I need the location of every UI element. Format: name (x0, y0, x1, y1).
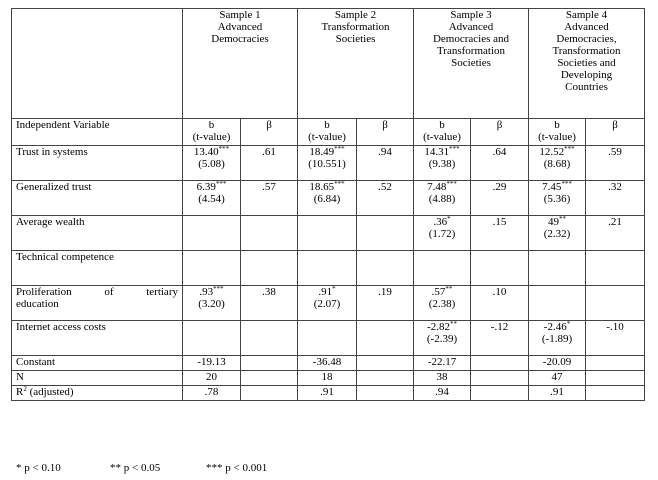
row-label: $R^2$ (adjusted) (12, 386, 183, 401)
value-cell: -20.09 (529, 356, 586, 371)
beta-cell: .61 (241, 146, 298, 181)
significance-footnote (16, 462, 267, 474)
footnote-p001: *** p < 0.001 (206, 462, 268, 474)
value-cell: 47 (529, 371, 586, 386)
beta-cell: -.12 (471, 321, 529, 356)
beta-cell (586, 286, 645, 321)
beta-cell (241, 216, 298, 251)
table-row-proliferation-tertiary-education (12, 286, 645, 321)
beta-cell: .15 (471, 216, 529, 251)
coef-cell (529, 251, 586, 286)
table-row-constant (12, 356, 645, 371)
corner-cell (12, 9, 183, 119)
beta-cell: .59 (586, 146, 645, 181)
coef-cell (183, 216, 241, 251)
value-cell: -19.13 (183, 356, 241, 371)
regression-table (11, 8, 645, 401)
table-row-n (12, 371, 645, 386)
coef-cell: 49** (2.32) (529, 216, 586, 251)
b-header: b (t-value) (298, 119, 357, 146)
coef-cell (529, 286, 586, 321)
value-cell: -22.17 (414, 356, 471, 371)
footnote-p10: * p < 0.10 (16, 462, 61, 474)
coef-cell: 12.52*** (8.68) (529, 146, 586, 181)
sample-2-header: Sample 2 Transformation Societies (298, 9, 414, 119)
value-cell: .91 (529, 386, 586, 401)
row-label: Generalized trust (12, 181, 183, 216)
b-header: b (t-value) (529, 119, 586, 146)
beta-cell (241, 251, 298, 286)
coef-cell (298, 216, 357, 251)
independent-variable-header: Independent Variable (12, 119, 183, 146)
beta-cell (471, 251, 529, 286)
footnote-p05: ** p < 0.05 (110, 462, 161, 474)
row-label: Constant (12, 356, 183, 371)
column-header-row (12, 119, 645, 146)
value-cell: 38 (414, 371, 471, 386)
value-cell: -36.48 (298, 356, 357, 371)
coef-cell: 7.45*** (5.36) (529, 181, 586, 216)
value-cell: .94 (414, 386, 471, 401)
table-row-r-squared (12, 386, 645, 401)
beta-header: β (471, 119, 529, 146)
coef-cell: 7.48*** (4.88) (414, 181, 471, 216)
beta-cell: .32 (586, 181, 645, 216)
beta-cell (357, 251, 414, 286)
row-label: Proliferation of tertiary education (12, 286, 183, 321)
beta-header: β (241, 119, 298, 146)
beta-cell: -.10 (586, 321, 645, 356)
coef-cell (183, 251, 241, 286)
beta-cell: .21 (586, 216, 645, 251)
b-header: b (t-value) (183, 119, 241, 146)
beta-cell: .64 (471, 146, 529, 181)
value-cell: .91 (298, 386, 357, 401)
sample-header-row (12, 9, 645, 119)
coef-cell (298, 321, 357, 356)
coef-cell: 18.65*** (6.84) (298, 181, 357, 216)
coef-cell: .36* (1.72) (414, 216, 471, 251)
beta-cell: .19 (357, 286, 414, 321)
beta-cell (241, 321, 298, 356)
sample-1-header: Sample 1 Advanced Democracies (183, 9, 298, 119)
beta-header: β (586, 119, 645, 146)
beta-cell: .94 (357, 146, 414, 181)
row-label: Internet access costs (12, 321, 183, 356)
table-row-technical-competence (12, 251, 645, 286)
row-label: N (12, 371, 183, 386)
value-cell: 18 (298, 371, 357, 386)
beta-cell: .10 (471, 286, 529, 321)
coef-cell: .91* (2.07) (298, 286, 357, 321)
coef-cell: 14.31*** (9.38) (414, 146, 471, 181)
beta-cell: .57 (241, 181, 298, 216)
row-label: Trust in systems (12, 146, 183, 181)
coef-cell: 18.49*** (10.551) (298, 146, 357, 181)
sample-4-header: Sample 4 Advanced Democracies, Transformation Societies and Developing Countries (529, 9, 645, 119)
value-cell: .78 (183, 386, 241, 401)
table-row-trust-in-systems (12, 146, 645, 181)
coef-cell: -2.82** (-2.39) (414, 321, 471, 356)
b-header: b (t-value) (414, 119, 471, 146)
beta-cell: .52 (357, 181, 414, 216)
table-row-average-wealth (12, 216, 645, 251)
coef-cell: .93*** (3.20) (183, 286, 241, 321)
value-cell: 20 (183, 371, 241, 386)
beta-cell (586, 251, 645, 286)
coef-cell: -2.46* (-1.89) (529, 321, 586, 356)
beta-cell: .38 (241, 286, 298, 321)
table-row-generalized-trust (12, 181, 645, 216)
beta-cell (357, 321, 414, 356)
beta-cell: .29 (471, 181, 529, 216)
coef-cell (183, 321, 241, 356)
coef-cell: 6.39*** (4.54) (183, 181, 241, 216)
coef-cell: 13.40*** (5.08) (183, 146, 241, 181)
coef-cell: .57** (2.38) (414, 286, 471, 321)
row-label: Technical competence (12, 251, 183, 286)
row-label: Average wealth (12, 216, 183, 251)
beta-cell (357, 216, 414, 251)
beta-header: β (357, 119, 414, 146)
coef-cell (298, 251, 357, 286)
table-row-internet-access-costs (12, 321, 645, 356)
coef-cell (414, 251, 471, 286)
sample-3-header: Sample 3 Advanced Democracies and Transformation Societies (414, 9, 529, 119)
